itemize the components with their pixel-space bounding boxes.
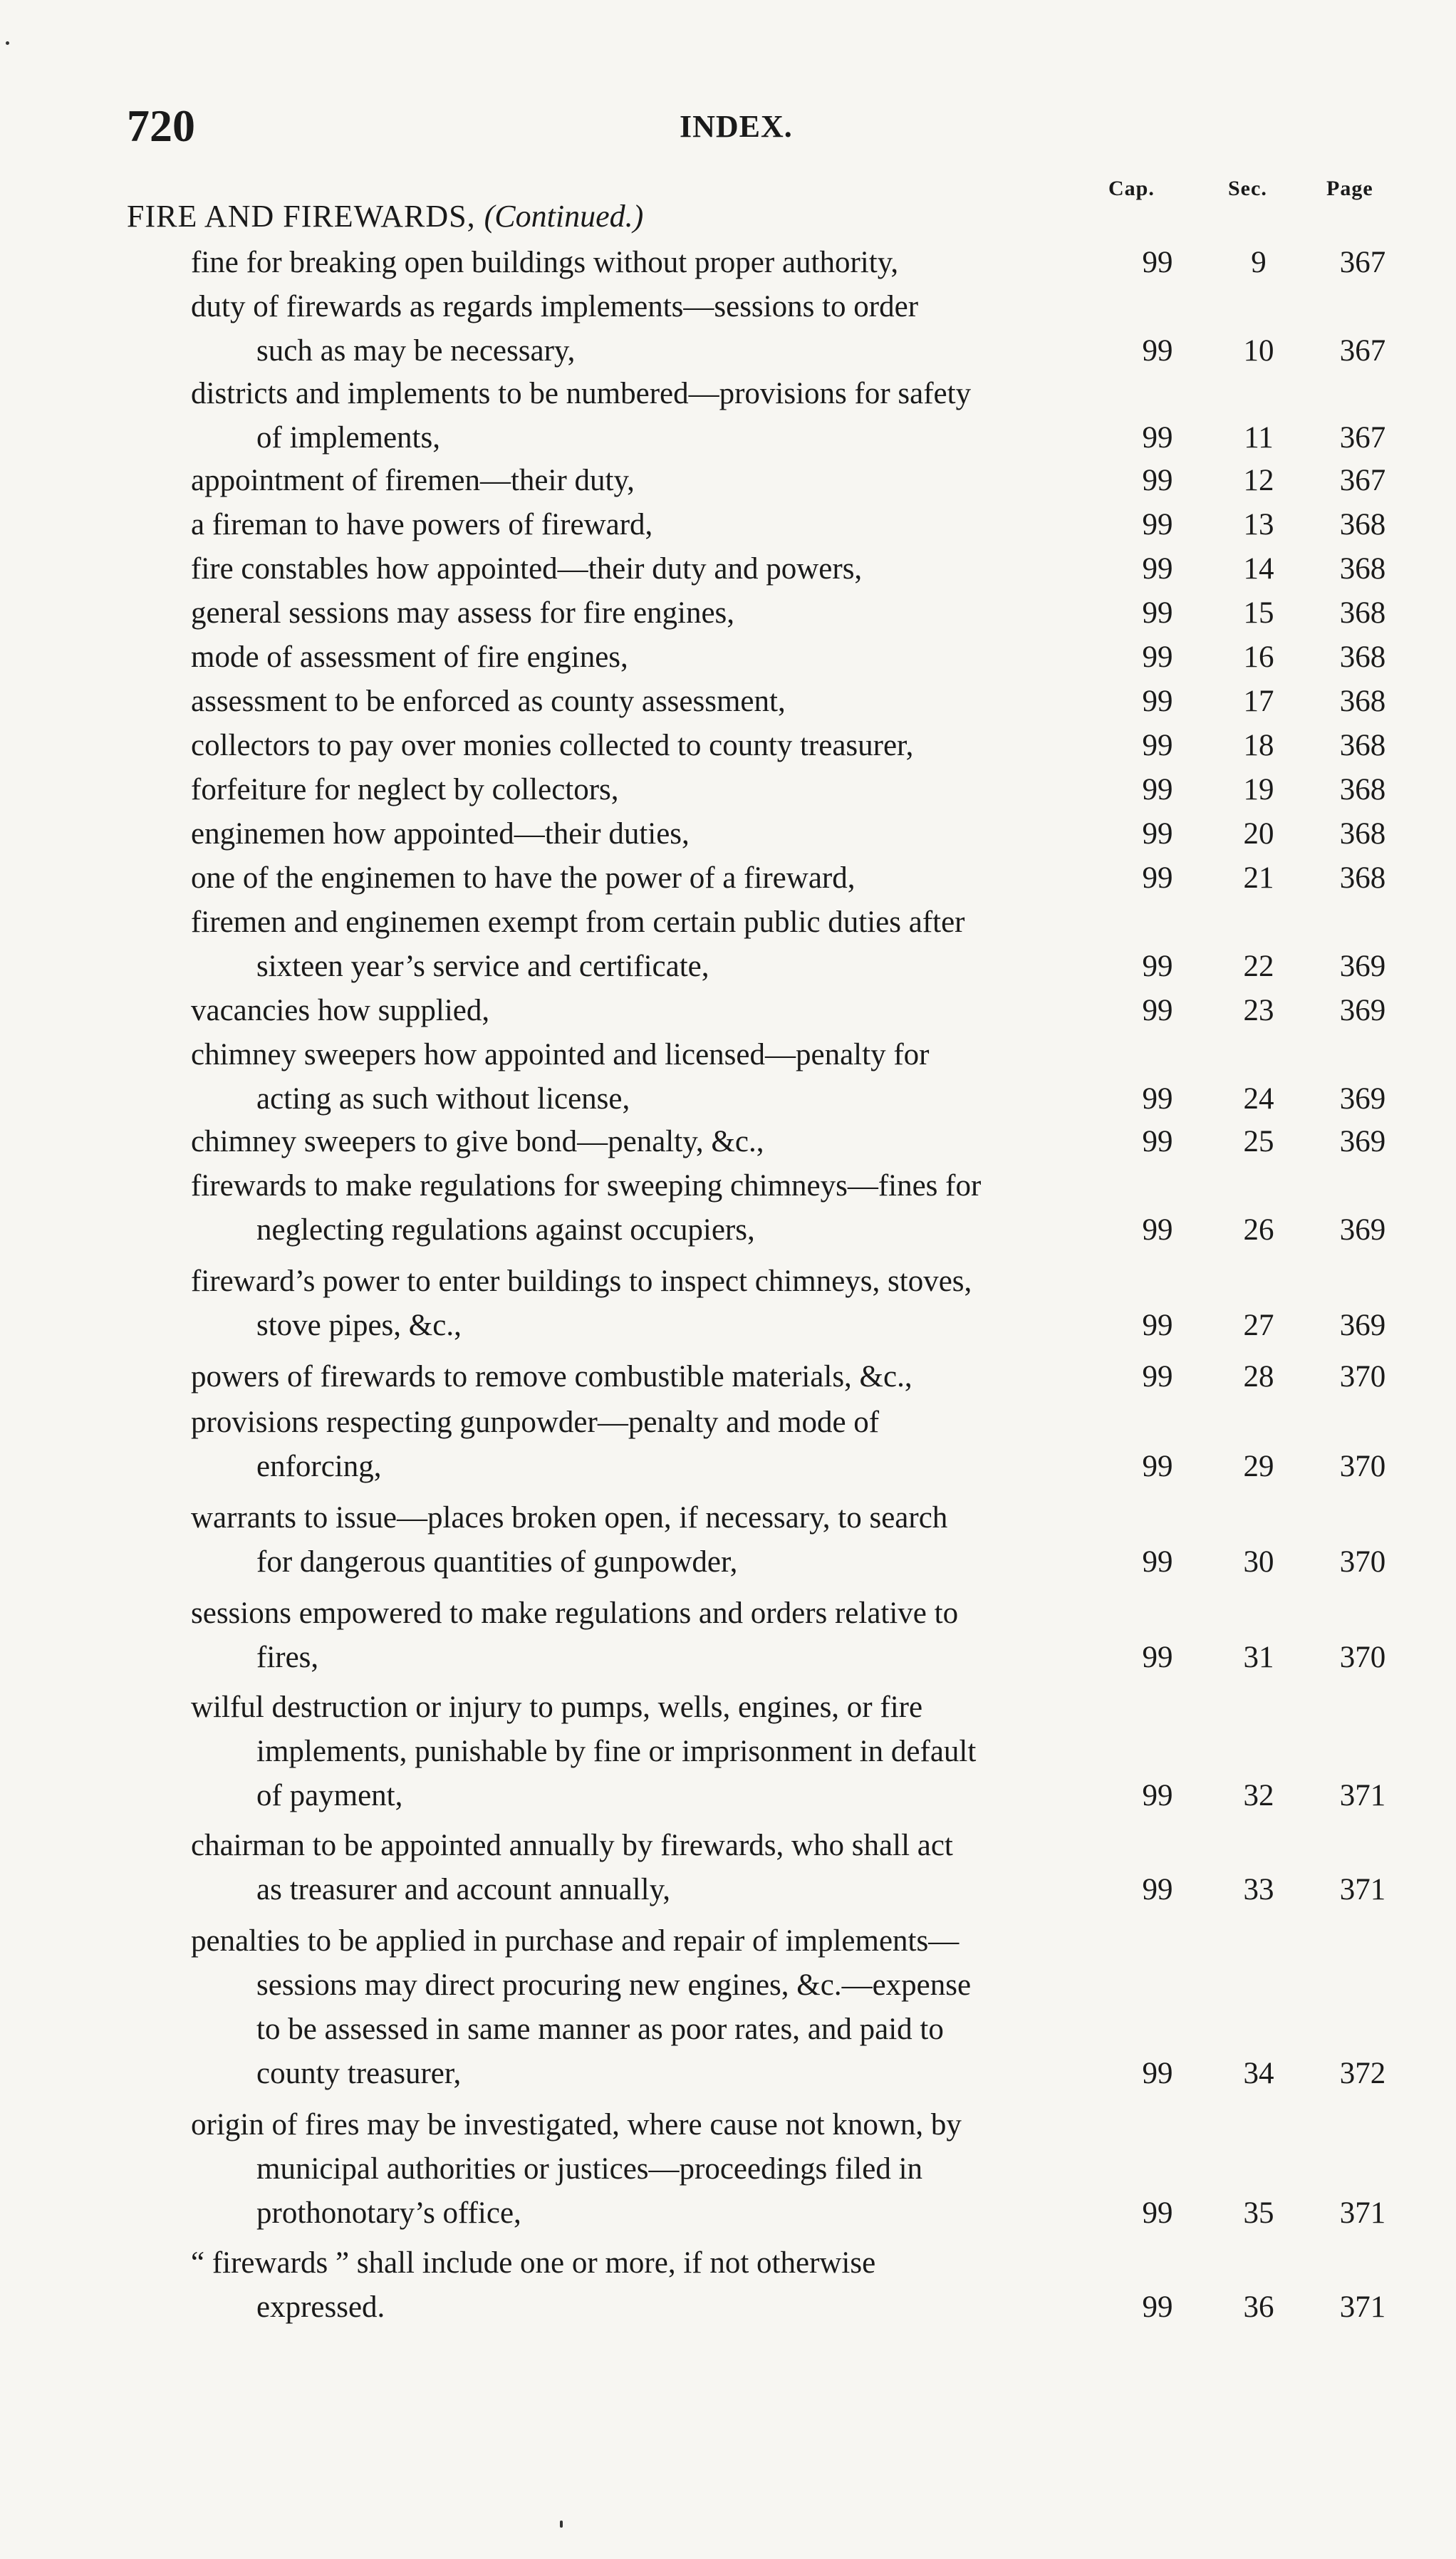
index-entry — [0, 635, 1456, 680]
entry-sec: 32 — [1243, 1779, 1274, 1812]
entry-cap: 99 — [1142, 1450, 1173, 1483]
entry-text: collectors to pay over monies collected to county treasurer, — [191, 729, 914, 762]
entry-text: assessment to be enforced as county assessment, — [191, 685, 786, 718]
entry-sec: 36 — [1243, 2290, 1274, 2324]
entry-text: chimney sweepers how appointed and licensed—penalty for — [191, 1038, 930, 1071]
entry-page: 368 — [1339, 685, 1386, 718]
entry-page: 368 — [1339, 508, 1386, 541]
index-entry — [0, 812, 1456, 856]
entry-page: 370 — [1339, 1360, 1386, 1393]
entry-cap: 99 — [1142, 817, 1173, 851]
entry-sec: 12 — [1243, 464, 1274, 497]
entry-page: 371 — [1339, 2290, 1386, 2324]
entry-text: warrants to issue—places broken open, if necessary, to search — [191, 1501, 948, 1535]
entry-sec: 25 — [1243, 1125, 1274, 1158]
entry-cap: 99 — [1142, 246, 1173, 279]
entry-sec: 9 — [1251, 246, 1267, 279]
entry-cap: 99 — [1142, 421, 1173, 455]
entry-cap: 99 — [1142, 1125, 1173, 1158]
entry-page: 371 — [1339, 1779, 1386, 1812]
entry-sec: 13 — [1243, 508, 1274, 541]
entry-cap: 99 — [1142, 1360, 1173, 1393]
entry-text-continuation: municipal authorities or justices—proceedings filed in — [256, 2152, 923, 2186]
index-entry — [0, 724, 1456, 768]
entry-page: 371 — [1339, 1873, 1386, 1906]
section-title — [127, 198, 643, 234]
page-number: 720 — [127, 100, 195, 151]
entry-cap: 99 — [1142, 1873, 1173, 1906]
index-entry — [0, 503, 1456, 547]
entry-cap: 99 — [1142, 1641, 1173, 1674]
entry-cap: 99 — [1142, 2057, 1173, 2090]
entry-cap: 99 — [1142, 994, 1173, 1027]
entry-sec: 22 — [1243, 950, 1274, 983]
entry-page: 369 — [1339, 1213, 1386, 1247]
index-entry — [0, 459, 1456, 503]
entry-cap: 99 — [1142, 2290, 1173, 2324]
entry-page: 368 — [1339, 729, 1386, 762]
entry-text: fire constables how appointed—their duty and powers, — [191, 552, 863, 586]
entry-page: 368 — [1339, 817, 1386, 851]
index-entry — [0, 680, 1456, 724]
entry-text: firemen and enginemen exempt from certain public duties after — [191, 905, 965, 939]
entry-cap: 99 — [1142, 729, 1173, 762]
entry-cap: 99 — [1142, 640, 1173, 674]
entry-cap: 99 — [1142, 464, 1173, 497]
entry-sec: 28 — [1243, 1360, 1274, 1393]
entry-cap: 99 — [1142, 1082, 1173, 1116]
entry-sec: 34 — [1243, 2057, 1274, 2090]
entry-text: wilful destruction or injury to pumps, wells, engines, or fire — [191, 1691, 923, 1724]
index-entry — [0, 856, 1456, 900]
entry-text: a fireman to have powers of fireward, — [191, 508, 653, 541]
entry-text-continuation: acting as such without license, — [256, 1082, 630, 1116]
index-entry — [0, 900, 1456, 989]
entry-text: general sessions may assess for fire engines, — [191, 596, 735, 630]
column-header-sec: Sec. — [1228, 177, 1267, 200]
entry-cap: 99 — [1142, 685, 1173, 718]
entry-cap: 99 — [1142, 334, 1173, 368]
entry-sec: 29 — [1243, 1450, 1274, 1483]
section-title-text: FIRE AND FIREWARDS, — [127, 199, 476, 234]
entry-text: appointment of firemen—their duty, — [191, 464, 635, 497]
entry-sec: 20 — [1243, 817, 1274, 851]
entry-text: chimney sweepers to give bond—penalty, &c., — [191, 1125, 764, 1158]
entry-text-continuation: fires, — [256, 1641, 319, 1674]
entry-text-continuation: to be assessed in same manner as poor rates, and paid to — [256, 2013, 944, 2046]
index-entry — [0, 1033, 1456, 1121]
entry-text: forfeiture for neglect by collectors, — [191, 773, 619, 806]
index-entry — [0, 1164, 1456, 1252]
entry-cap: 99 — [1142, 950, 1173, 983]
entry-sec: 16 — [1243, 640, 1274, 674]
entry-page: 368 — [1339, 596, 1386, 630]
entry-page: 368 — [1339, 640, 1386, 674]
entry-text-continuation: of implements, — [256, 421, 440, 455]
entry-text: sessions empowered to make regulations and orders relative to — [191, 1597, 959, 1630]
entry-text-continuation: as treasurer and account annually, — [256, 1873, 671, 1906]
entry-text-continuation: stove pipes, &c., — [256, 1309, 462, 1342]
index-entry — [0, 1401, 1456, 1489]
entry-page: 369 — [1339, 994, 1386, 1027]
entry-text: penalties to be applied in purchase and repair of implements— — [191, 1924, 960, 1958]
index-entry — [0, 1496, 1456, 1584]
index-entry — [0, 241, 1456, 285]
index-entry — [0, 1355, 1456, 1399]
entry-page: 367 — [1339, 334, 1386, 368]
entry-sec: 15 — [1243, 596, 1274, 630]
entry-text-continuation: sixteen year’s service and certificate, — [256, 950, 709, 983]
entry-text: duty of firewards as regards implements—sessions to order — [191, 290, 919, 323]
entry-text: one of the enginemen to have the power of a fireward, — [191, 861, 856, 895]
entry-cap: 99 — [1142, 552, 1173, 586]
entry-sec: 24 — [1243, 1082, 1274, 1116]
entry-cap: 99 — [1142, 2196, 1173, 2230]
entry-sec: 11 — [1244, 421, 1274, 455]
entry-page: 372 — [1339, 2057, 1386, 2090]
entry-cap: 99 — [1142, 773, 1173, 806]
index-entry — [0, 2241, 1456, 2330]
entry-cap: 99 — [1142, 1779, 1173, 1812]
entry-cap: 99 — [1142, 1545, 1173, 1579]
entry-page: 367 — [1339, 246, 1386, 279]
entry-sec: 17 — [1243, 685, 1274, 718]
entry-cap: 99 — [1142, 1213, 1173, 1247]
entry-page: 369 — [1339, 1309, 1386, 1342]
entry-text: chairman to be appointed annually by firewards, who shall act — [191, 1829, 953, 1862]
entry-page: 367 — [1339, 421, 1386, 455]
index-entry — [0, 1260, 1456, 1348]
entry-sec: 27 — [1243, 1309, 1274, 1342]
entry-text: mode of assessment of fire engines, — [191, 640, 628, 674]
entry-sec: 35 — [1243, 2196, 1274, 2230]
stray-mark — [6, 41, 9, 45]
entry-page: 368 — [1339, 861, 1386, 895]
entry-text: fine for breaking open buildings without proper authority, — [191, 246, 899, 279]
entry-page: 369 — [1339, 1082, 1386, 1116]
entry-text: districts and implements to be numbered—provisions for safety — [191, 377, 972, 410]
entry-cap: 99 — [1142, 508, 1173, 541]
index-entry — [0, 768, 1456, 812]
entry-text: powers of firewards to remove combustible materials, &c., — [191, 1360, 912, 1393]
entry-text: fireward’s power to enter buildings to inspect chimneys, stoves, — [191, 1265, 972, 1298]
entry-page: 371 — [1339, 2196, 1386, 2230]
index-entry — [0, 2103, 1456, 2236]
entry-sec: 19 — [1243, 773, 1274, 806]
entry-text: origin of fires may be investigated, where cause not known, by — [191, 2108, 962, 2142]
entry-page: 370 — [1339, 1641, 1386, 1674]
entry-sec: 30 — [1243, 1545, 1274, 1579]
index-entry — [0, 1919, 1456, 2096]
entry-sec: 33 — [1243, 1873, 1274, 1906]
entry-text: provisions respecting gunpowder—penalty and mode of — [191, 1406, 880, 1439]
running-head: INDEX. — [680, 109, 793, 144]
column-header-page: Page — [1326, 177, 1373, 200]
index-entry — [0, 285, 1456, 373]
entry-text: firewards to make regulations for sweeping chimneys—fines for — [191, 1169, 982, 1203]
entry-text-continuation: of payment, — [256, 1779, 403, 1812]
stray-mark — [560, 2521, 563, 2528]
column-header-cap: Cap. — [1108, 177, 1155, 200]
entry-sec: 18 — [1243, 729, 1274, 762]
entry-sec: 31 — [1243, 1641, 1274, 1674]
entry-page: 370 — [1339, 1450, 1386, 1483]
entry-text-continuation: implements, punishable by fine or imprisonment in default — [256, 1735, 977, 1768]
index-entry — [0, 1824, 1456, 1912]
entry-sec: 21 — [1243, 861, 1274, 895]
entry-text: “ firewards ” shall include one or more, if not otherwise — [191, 2246, 876, 2280]
section-continued: (Continued.) — [484, 199, 644, 234]
index-entry — [0, 1686, 1456, 1818]
entry-text: enginemen how appointed—their duties, — [191, 817, 690, 851]
entry-text-continuation: such as may be necessary, — [256, 334, 576, 368]
index-entry — [0, 547, 1456, 591]
index-entry — [0, 1120, 1456, 1164]
index-entry — [0, 989, 1456, 1033]
entry-page: 367 — [1339, 464, 1386, 497]
entry-sec: 23 — [1243, 994, 1274, 1027]
entry-page: 368 — [1339, 552, 1386, 586]
entry-cap: 99 — [1142, 596, 1173, 630]
entry-text-continuation: expressed. — [256, 2290, 385, 2324]
entry-text: vacancies how supplied, — [191, 994, 490, 1027]
entry-sec: 10 — [1243, 334, 1274, 368]
entry-sec: 26 — [1243, 1213, 1274, 1247]
index-entry — [0, 591, 1456, 635]
entry-text-continuation: for dangerous quantities of gunpowder, — [256, 1545, 738, 1579]
entry-sec: 14 — [1243, 552, 1274, 586]
index-entry — [0, 372, 1456, 460]
entry-cap: 99 — [1142, 861, 1173, 895]
entry-text-continuation: county treasurer, — [256, 2057, 462, 2090]
entry-page: 369 — [1339, 950, 1386, 983]
entry-page: 369 — [1339, 1125, 1386, 1158]
entry-text-continuation: neglecting regulations against occupiers, — [256, 1213, 755, 1247]
index-entry — [0, 1592, 1456, 1680]
entry-page: 370 — [1339, 1545, 1386, 1579]
entry-text-continuation: prothonotary’s office, — [256, 2196, 521, 2230]
entry-text-continuation: sessions may direct procuring new engines, &c.—expense — [256, 1968, 972, 2002]
entry-page: 368 — [1339, 773, 1386, 806]
entry-text-continuation: enforcing, — [256, 1450, 382, 1483]
entry-cap: 99 — [1142, 1309, 1173, 1342]
